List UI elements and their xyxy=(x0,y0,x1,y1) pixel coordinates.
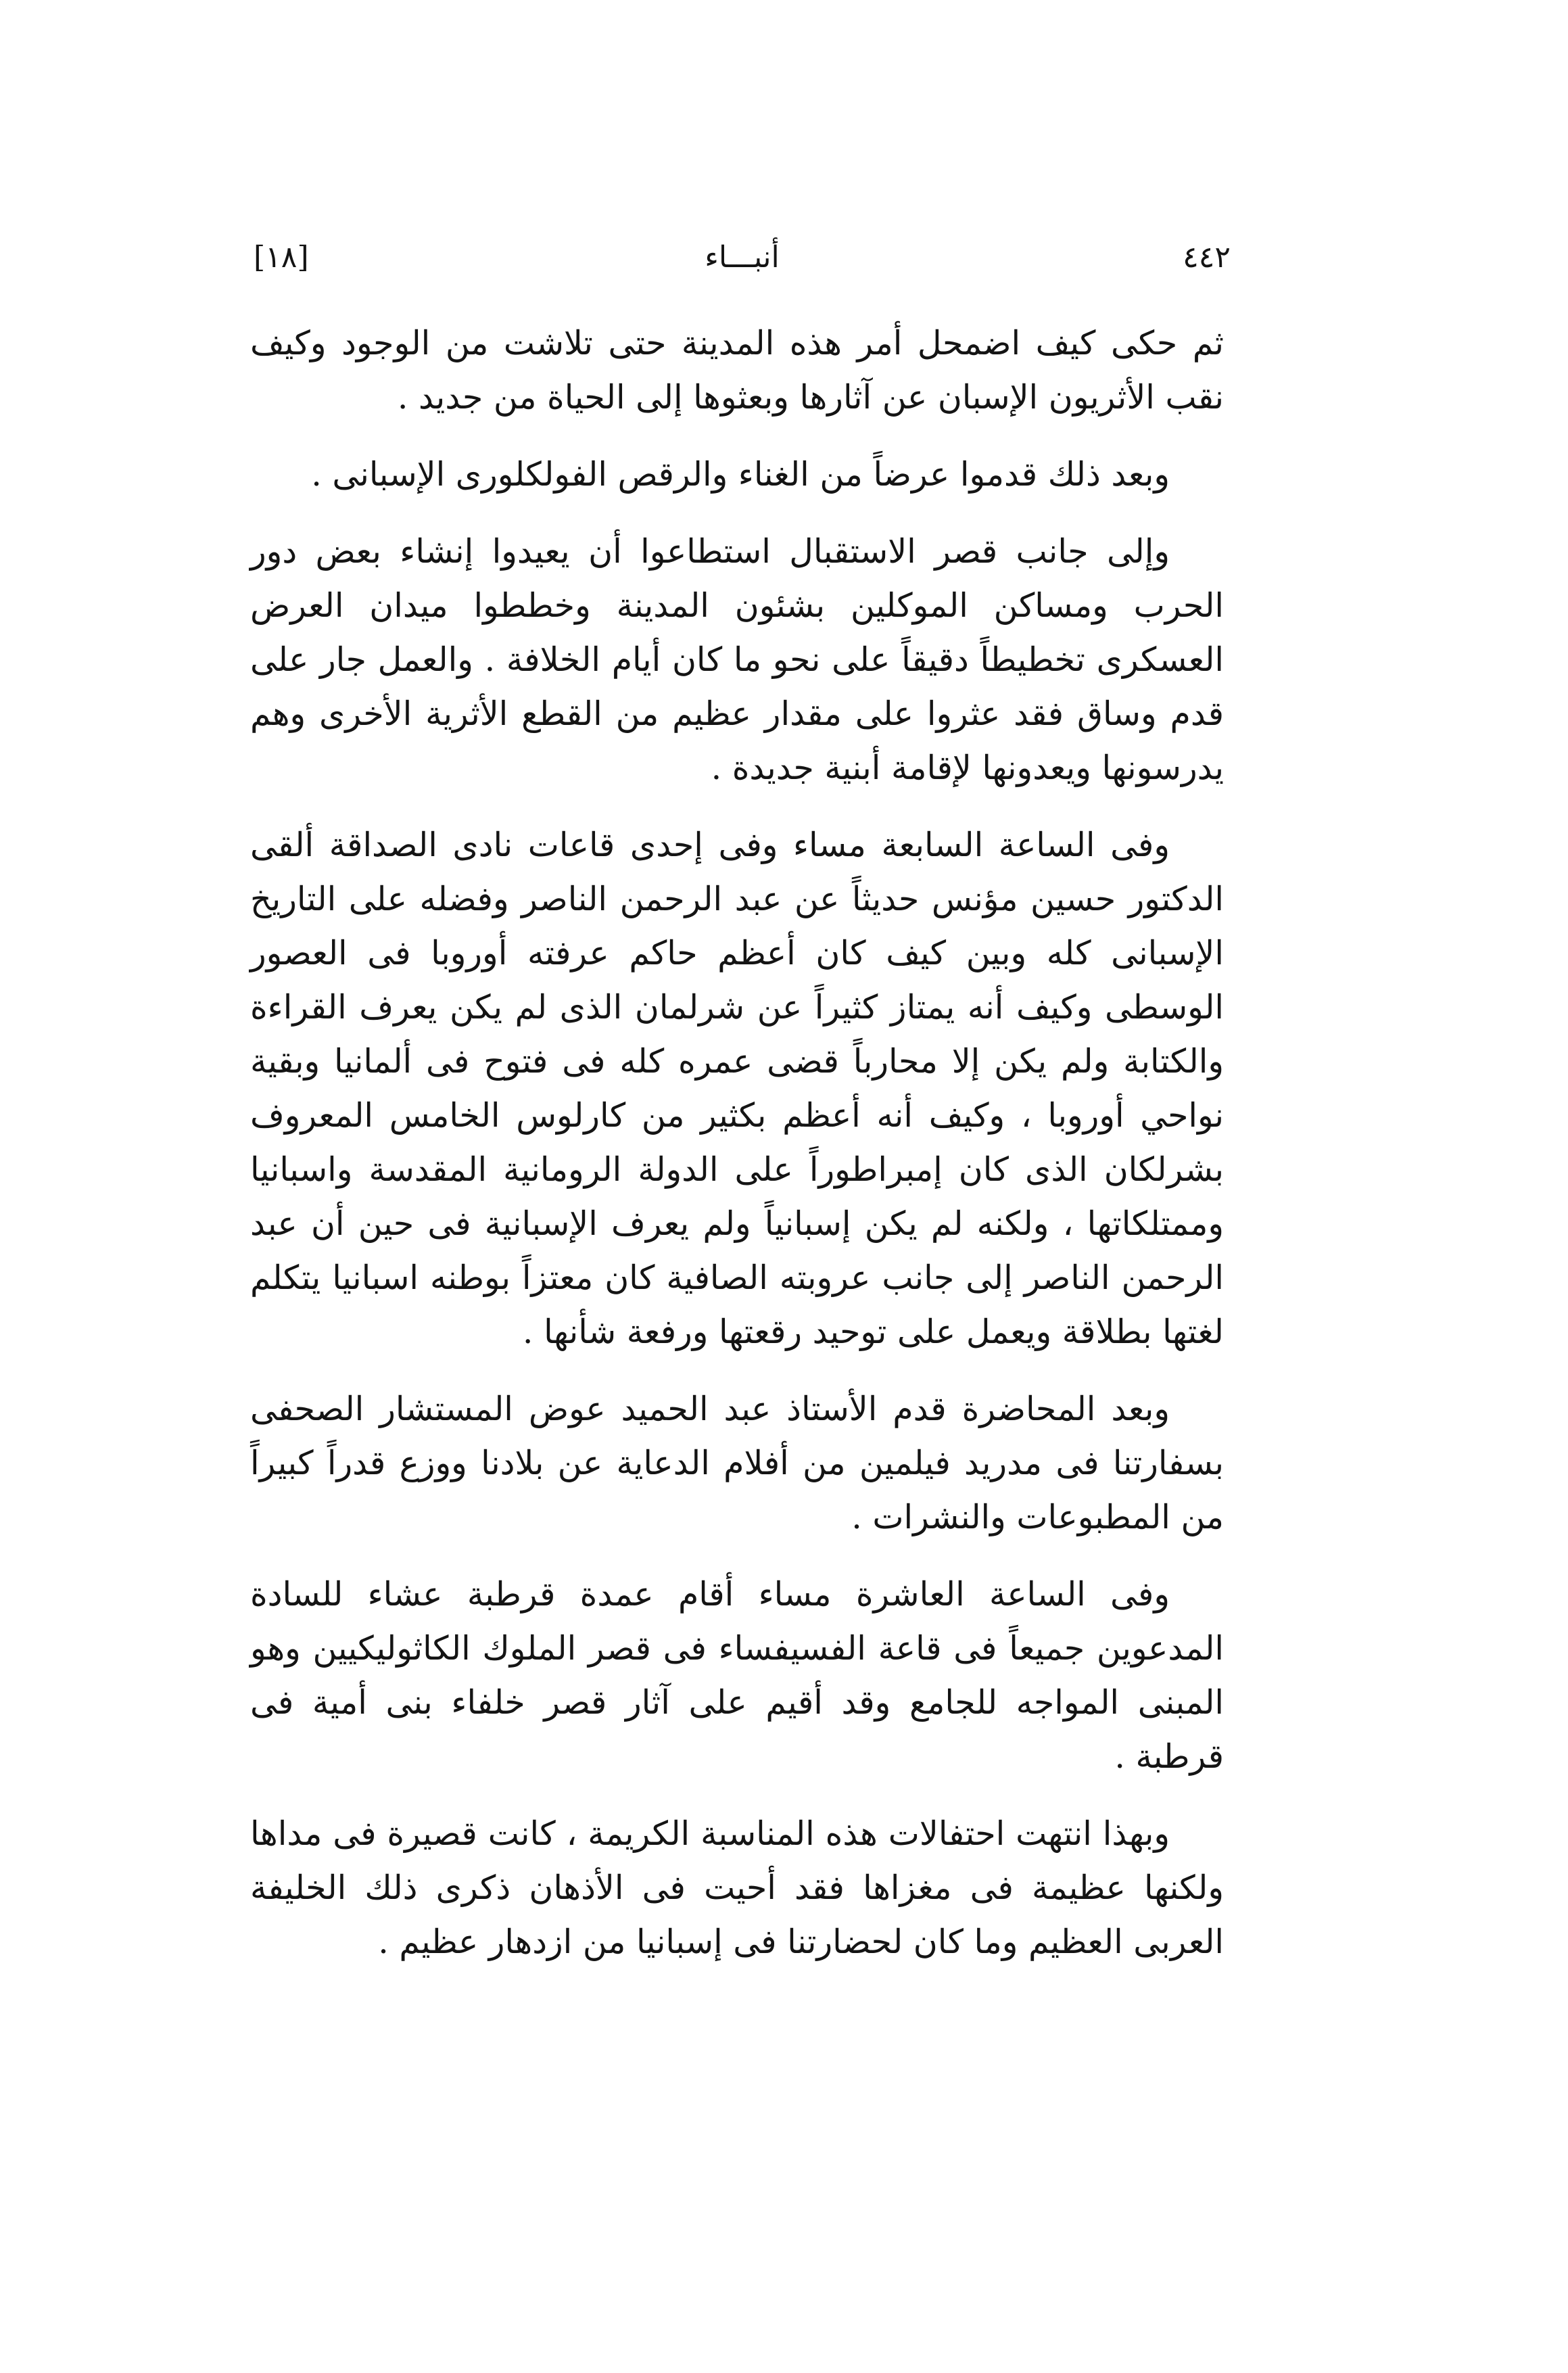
body-text xyxy=(250,316,1224,1969)
paragraph: وإلى جانب قصر الاستقبال استطاعوا أن يعيدوا إنشاء بعض دور الحرب ومساكن الموكلين بشئون المدينة وخططوا ميدان العرض العسكرى تخطيطاً دقيقاً على نحو ما كان أيام الخلافة . والعمل جار على قدم وساق فقد عثروا على مقدار عظيم من القطع الأثرية الأخرى وهم يدرسونها ويعدونها لإقامة أبنية جديدة . xyxy=(250,532,1224,787)
paragraph: ثم حكى كيف اضمحل أمر هذه المدينة حتى تلاشت من الوجود وكيف نقب الأثريون الإسبان عن آثارها وبعثوها إلى الحياة من جديد . xyxy=(250,324,1224,417)
paragraph: وبهذا انتهت احتفالات هذه المناسبة الكريمة ، كانت قصيرة فى مداها ولكنها عظيمة فى مغزاها فقد أحيت فى الأذهان ذكرى ذلك الخليفة العربى العظيم وما كان لحضارتنا فى إسبانيا من ازدهار عظيم . xyxy=(250,1814,1224,1961)
running-title: أنبـــاء xyxy=(705,240,780,275)
running-header xyxy=(254,240,1231,287)
paragraph: وبعد ذلك قدموا عرضاً من الغناء والرقص الفولكلورى الإسبانى . xyxy=(311,455,1170,494)
paragraph: وفى الساعة السابعة مساء وفى إحدى قاعات نادى الصداقة ألقى الدكتور حسين مؤنس حديثاً عن عبد الرحمن الناصر وفضله على التاريخ الإسبانى كله وبين كيف كان أعظم حاكم عرفته أوروبا فى العصور الوسطى وكيف أنه يمتاز كثيراً عن شرلمان الذى لم يكن يعرف القراءة والكتابة ولم يكن إلا محارباً قضى عمره كله فى فتوح فى ألمانيا وبقية نواحي أوروبا ، وكيف أنه أعظم بكثير من كارلوس الخامس المعروف بشرلكان الذى كان إمبراطوراً على الدولة الرومانية المقدسة واسبانيا وممتلكاتها ، ولكنه لم يكن إسبانياً ولم يعرف الإسبانية فى حين أن عبد الرحمن الناصر إلى جانب عروبته الصافية كان معتزاً بوطنه اسبانيا يتكلم لغتها بطلاقة ويعمل على توحيد رقعتها ورفعة شأنها . xyxy=(250,826,1224,1351)
paragraph: وفى الساعة العاشرة مساء أقام عمدة قرطبة عشاء للسادة المدعوين جميعاً فى قاعة الفسيفساء فى قصر الملوك الكاثوليكيين وهو المبنى المواجه للجامع وقد أقيم على آثار قصر خلفاء بنى أمية فى قرطبة . xyxy=(250,1575,1224,1776)
page-number: ٤٤٢ xyxy=(1183,240,1231,275)
section-number: [١٨] xyxy=(254,240,309,275)
paragraph: وبعد المحاضرة قدم الأستاذ عبد الحميد عوض المستشار الصحفى بسفارتنا فى مدريد فيلمين من أفلام الدعاية عن بلادنا ووزع قدراً كبيراً من المطبوعات والنشرات . xyxy=(250,1390,1224,1536)
